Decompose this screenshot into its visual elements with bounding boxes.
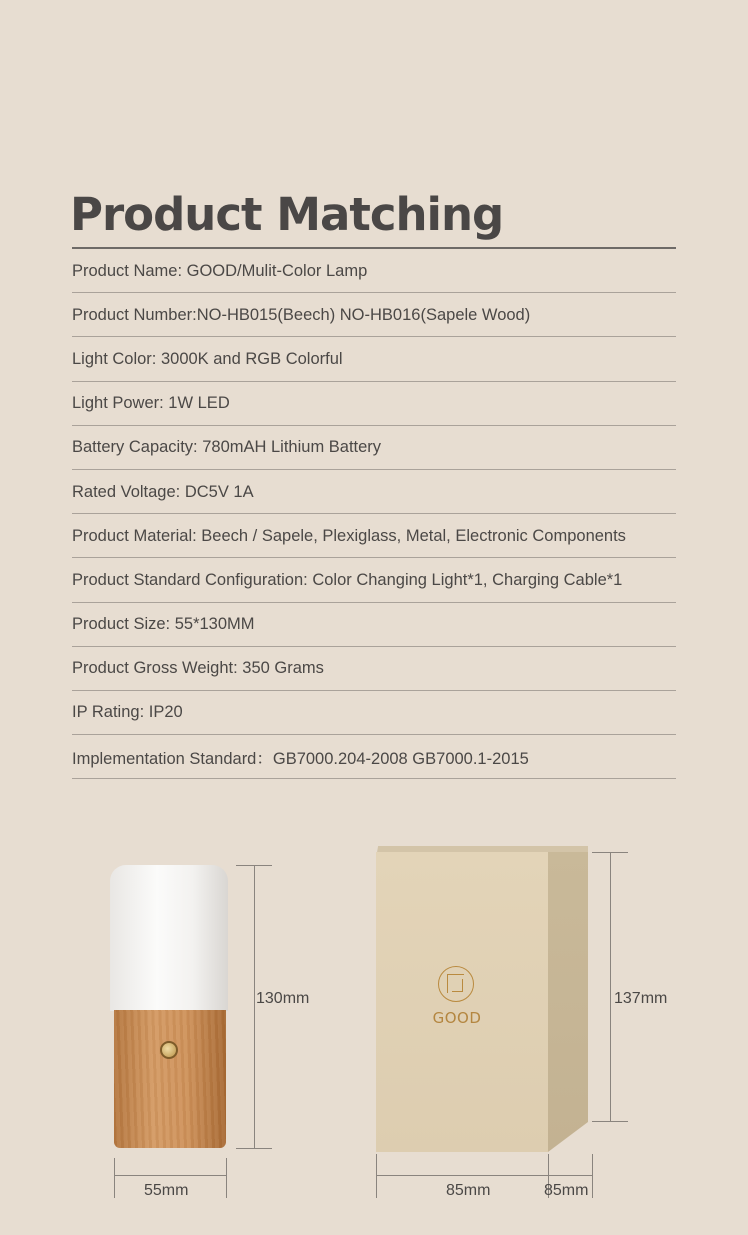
spec-text: IP Rating: IP20 [72, 703, 183, 722]
lamp-glass-shade [110, 865, 228, 1011]
spec-row-name [72, 249, 676, 293]
box-brand-text: GOOD [432, 1009, 482, 1027]
spec-text: Light Color: 3000K and RGB Colorful [72, 349, 343, 368]
spec-row-size [72, 603, 676, 647]
brand-logo-icon [438, 966, 474, 1002]
box-width-label: 85mm [446, 1182, 491, 1199]
box-height-line [610, 852, 611, 1121]
spec-text: Rated Voltage: DC5V 1A [72, 482, 254, 501]
spec-text: Product Gross Weight: 350 Grams [72, 659, 324, 678]
spec-row-voltage [72, 470, 676, 514]
box-depth-label: 85mm [544, 1182, 589, 1199]
spec-row-battery [72, 426, 676, 470]
lamp-height-tick-bottom [236, 1148, 272, 1149]
spec-text: Product Name: GOOD/Mulit-Color Lamp [72, 261, 368, 280]
spec-text: Implementation Standard：GB7000.204-2008 GB7000.1-2015 [72, 750, 529, 769]
spec-text: Light Power: 1W LED [72, 394, 230, 413]
box-height-label: 137mm [614, 990, 668, 1007]
spec-row-weight [72, 647, 676, 691]
spec-text: Product Size: 55*130MM [72, 615, 255, 634]
lamp-wood-base [114, 1010, 226, 1148]
spec-text: Battery Capacity: 780mAH Lithium Battery [72, 438, 382, 457]
box-width-line [376, 1175, 592, 1176]
box-height-tick-bottom [592, 1121, 628, 1122]
lamp-touch-button [160, 1041, 178, 1059]
spec-row-number [72, 293, 676, 337]
box-width-tick-left [376, 1154, 377, 1198]
spec-text: Product Standard Configuration: Color Changing Light*1, Charging Cable*1 [72, 570, 623, 589]
lamp-width-label: 55mm [144, 1182, 189, 1199]
spec-text: Product Number:NO-HB015(Beech) NO-HB016(Sapele Wood) [72, 305, 531, 324]
box-side-face [548, 852, 588, 1152]
spec-row-standard [72, 735, 676, 779]
lamp-height-label: 130mm [256, 990, 310, 1007]
spec-row-light-color [72, 337, 676, 381]
spec-row-material [72, 514, 676, 558]
spec-row-ip-rating [72, 691, 676, 735]
spec-row-configuration [72, 558, 676, 602]
spec-row-light-power [72, 382, 676, 426]
lamp-width-tick-right [226, 1158, 227, 1198]
spec-list [72, 249, 676, 779]
box-width-tick-right [592, 1154, 593, 1198]
lamp-width-line [114, 1175, 226, 1176]
box-front-face [376, 852, 548, 1152]
spec-text: Product Material: Beech / Sapele, Plexiglass, Metal, Electronic Components [72, 526, 626, 545]
lamp-width-tick-left [114, 1158, 115, 1198]
lamp-height-line [254, 865, 255, 1148]
page-title: Product Matching [70, 188, 504, 241]
